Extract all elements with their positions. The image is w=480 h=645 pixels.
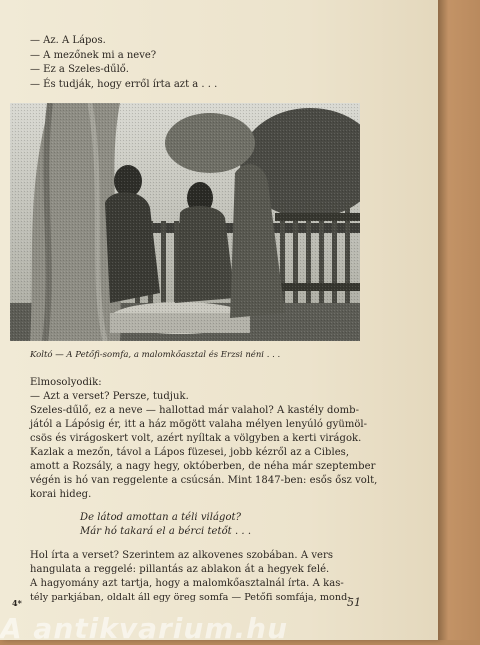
watermark <box>0 612 480 645</box>
body-line: végén is hó van reggelente a csúcsán. Mint 1847-ben: esős ősz volt, <box>30 475 378 486</box>
body-line: tély parkjában, oldalt áll egy öreg somfa — Petőfi somfája, mond- <box>30 592 351 603</box>
body-line: Elmosolyodik: <box>30 377 102 388</box>
body-line: A hagyomány azt tartja, hogy a malomkőasztalnál írta. A kas- <box>30 578 344 589</box>
dialog-line: — Ez a Szeles-dűlő. <box>30 64 129 75</box>
body-line: korai hideg. <box>30 489 92 500</box>
body-line: csös és virágoskert volt, azért nyíltak a völgyben a kerti virágok. <box>30 433 362 444</box>
poem-line: De látod amottan a téli világot? <box>80 512 242 523</box>
page-number: 51 <box>347 596 361 609</box>
book-edge <box>438 0 480 640</box>
dialog-block <box>30 34 217 92</box>
watermark-text: A antikvarium.hu <box>0 612 289 645</box>
dialog-line: — És tudják, hogy erről írta azt a . . . <box>30 78 218 90</box>
body-line: — Azt a verset? Persze, tudjuk. <box>30 391 189 402</box>
body-line: Szeles-dűlő, ez a neve — hallottad már valahol? A kastély domb- <box>30 405 359 416</box>
body-line: Hol írta a verset? Szerintem az alkovenes szobában. A vers <box>30 550 334 561</box>
body-line: Kazlak a mezőn, távol a Lápos füzesei, jobb kézről az a Cibles, <box>30 447 350 458</box>
photo-illustration <box>10 103 360 341</box>
photo-caption: Koltó — A Petőfi-somfa, a malomkőasztal és Erzsi néni . . . <box>30 350 281 360</box>
dialog-line: — Az. A Lápos. <box>30 35 106 46</box>
body-line: jától a Lápósig ér, itt a ház mögött valaha mélyen lenyúló gyümöl- <box>30 419 368 430</box>
body-line: hangulata a reggelé: pillantás az ablakon át a hegyek felé. <box>30 564 330 575</box>
poem-line: Már hó takará el a bérci tetőt . . . <box>80 526 252 537</box>
photograph <box>10 103 360 341</box>
signature-mark: 4* <box>12 598 22 608</box>
body-line: amott a Rozsály, a nagy hegy, októberben, de néha már szeptember <box>30 461 376 472</box>
dialog-line: — A mezőnek mi a neve? <box>30 49 157 61</box>
